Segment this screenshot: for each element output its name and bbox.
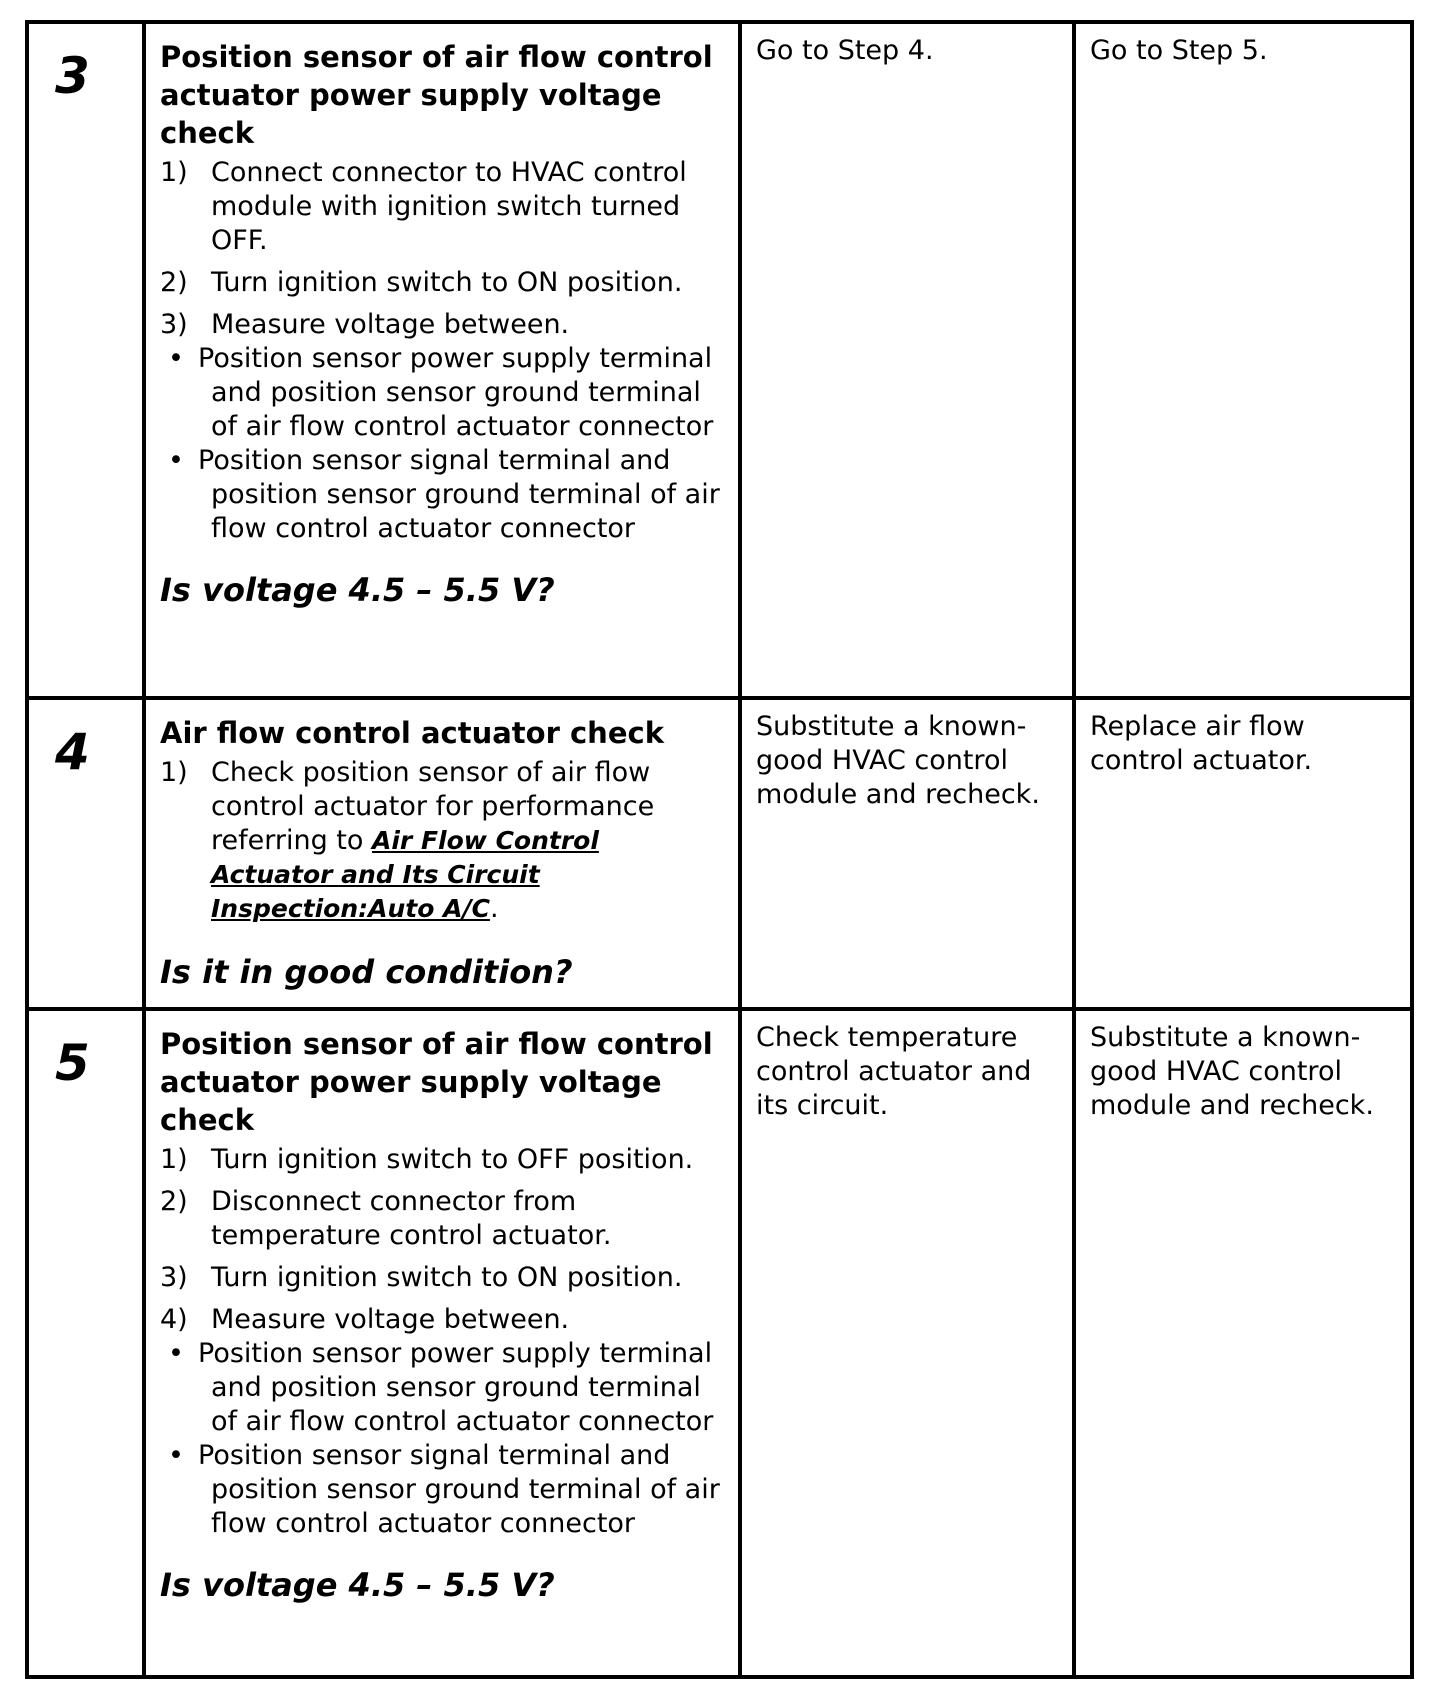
step-marker: 2) — [160, 1186, 188, 1217]
step-number: 4 — [55, 723, 90, 781]
bullet-text: Position sensor signal terminal and position sensor ground terminal of air flow control actuator connector — [198, 1440, 720, 1539]
procedure-cell — [144, 1009, 740, 1677]
step-text: Measure voltage between. — [211, 1304, 570, 1335]
procedure-title: Position sensor of air flow control actuator power supply voltage check — [160, 40, 713, 150]
step-text: Check position sensor of air flow control actuator for performance referring to — [211, 757, 655, 856]
step-text-suffix: . — [489, 893, 499, 924]
bullet-icon: • — [168, 343, 184, 374]
yes-result-cell — [740, 1009, 1074, 1677]
no-result-cell — [1074, 22, 1412, 698]
step-number: 3 — [55, 47, 90, 105]
no-result-cell — [1074, 1009, 1412, 1677]
step-marker: 4) — [160, 1304, 188, 1335]
procedure-step — [160, 1143, 724, 1177]
bullet-item — [160, 1337, 724, 1439]
bullet-text: Position sensor power supply terminal and position sensor ground terminal of air flow control actuator connector — [198, 1338, 714, 1437]
bullet-text: Position sensor signal terminal and position sensor ground terminal of air flow control actuator connector — [198, 445, 720, 544]
table-row-step-3 — [27, 22, 1412, 698]
inspection-procedure-link[interactable]: Air Flow Control Actuator and Its Circuit Inspection:Auto A/C — [211, 826, 599, 923]
procedure-step — [160, 266, 724, 300]
yes-result-text: Substitute a known-good HVAC control module and recheck. — [756, 711, 1040, 810]
procedure-cell — [144, 698, 740, 1009]
step-text: Turn ignition switch to OFF position. — [211, 1144, 694, 1175]
procedure-step — [160, 1261, 724, 1295]
bullet-icon: • — [168, 445, 184, 476]
measurement-bullets — [160, 342, 724, 546]
step-marker: 1) — [160, 1144, 188, 1175]
bullet-item — [160, 342, 724, 444]
step-number: 5 — [55, 1034, 90, 1092]
bullet-icon: • — [168, 1338, 184, 1369]
bullet-icon: • — [168, 1440, 184, 1471]
measurement-bullets — [160, 1337, 724, 1541]
procedure-cell — [144, 22, 740, 698]
diagnostic-table — [25, 20, 1414, 1679]
check-question: Is voltage 4.5 – 5.5 V? — [160, 571, 555, 609]
procedure-title: Position sensor of air flow control actuator power supply voltage check — [160, 1027, 713, 1137]
no-result-text: Substitute a known-good HVAC control module and recheck. — [1090, 1022, 1374, 1121]
check-question: Is voltage 4.5 – 5.5 V? — [160, 1566, 555, 1604]
step-marker: 2) — [160, 267, 188, 298]
step-text: Connect connector to HVAC control module with ignition switch turned OFF. — [211, 157, 687, 256]
procedure-steps — [160, 1143, 724, 1337]
procedure-step — [160, 1303, 724, 1337]
procedure-step — [160, 1185, 724, 1253]
step-marker: 3) — [160, 309, 188, 340]
step-text: Measure voltage between. — [211, 309, 570, 340]
no-result-text: Replace air flow control actuator. — [1090, 711, 1313, 776]
step-marker: 3) — [160, 1262, 188, 1293]
step-number-cell — [27, 698, 144, 1009]
procedure-title: Air flow control actuator check — [160, 716, 664, 750]
no-result-cell — [1074, 698, 1412, 1009]
step-marker: 1) — [160, 757, 188, 788]
step-number-cell — [27, 22, 144, 698]
table-row-step-4 — [27, 698, 1412, 1009]
step-number-cell — [27, 1009, 144, 1677]
bullet-item — [160, 1439, 724, 1541]
yes-result-text: Go to Step 4. — [756, 35, 934, 66]
procedure-step — [160, 756, 724, 926]
step-text: Turn ignition switch to ON position. — [211, 1262, 683, 1293]
step-marker: 1) — [160, 157, 188, 188]
yes-result-cell — [740, 698, 1074, 1009]
bullet-text: Position sensor power supply terminal and position sensor ground terminal of air flow control actuator connector — [198, 343, 714, 442]
step-text: Turn ignition switch to ON position. — [211, 267, 683, 298]
no-result-text: Go to Step 5. — [1090, 35, 1268, 66]
procedure-step — [160, 156, 724, 258]
bullet-item — [160, 444, 724, 546]
table-row-step-5 — [27, 1009, 1412, 1677]
yes-result-cell — [740, 22, 1074, 698]
yes-result-text: Check temperature control actuator and its circuit. — [756, 1022, 1032, 1121]
procedure-step — [160, 308, 724, 342]
procedure-steps — [160, 756, 724, 926]
check-question: Is it in good condition? — [160, 953, 573, 991]
procedure-steps — [160, 156, 724, 342]
step-text: Disconnect connector from temperature control actuator. — [211, 1186, 612, 1251]
